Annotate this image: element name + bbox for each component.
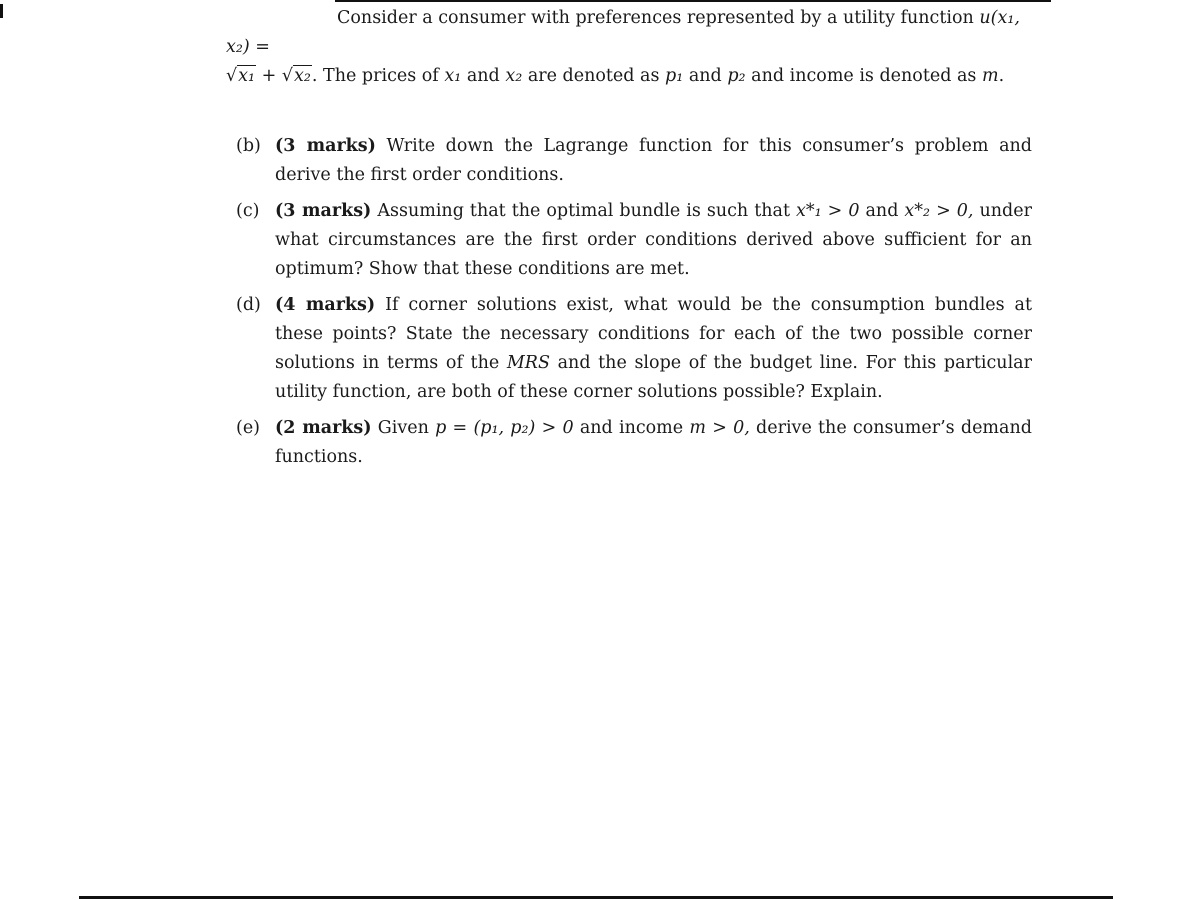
bottom-rule xyxy=(79,896,1113,899)
part-and: and xyxy=(865,201,899,221)
utility-lhs: u(x₁, x₂) = xyxy=(226,8,1020,57)
condition-x2: x*₂ > 0, xyxy=(904,201,974,221)
intro-text-c: are denoted as xyxy=(527,66,660,86)
top-rule xyxy=(335,0,1051,2)
intro-text-a: Consider a consumer with preferences represented by a utility function xyxy=(337,8,974,28)
price-vector: p = (p₁, p₂) > 0 xyxy=(435,418,574,438)
part-marks: (3 marks) xyxy=(275,136,376,156)
part-text-b: under what circumstances are the first order conditions derived above sufficient for an optimum? Show that these conditions are met. xyxy=(275,201,1032,279)
utility-term-2: x₂ xyxy=(294,66,311,86)
part-text-a: If corner solutions exist, what would be the consumption bundles at these points? State the necessary conditions for each of the two possible corner solutions in terms of the xyxy=(275,295,1032,373)
var-x2: x₂ xyxy=(505,66,523,86)
intro-and-2: and xyxy=(688,66,722,86)
mrs-term: MRS xyxy=(506,353,550,373)
question-part-b xyxy=(236,132,1032,190)
var-p2: p₂ xyxy=(727,66,746,86)
utility-term-1: x₁ xyxy=(238,66,256,86)
income-condition: m > 0, xyxy=(689,418,750,438)
intro-and-1: and xyxy=(466,66,500,86)
intro-text-b: . The prices of xyxy=(311,66,439,86)
var-x1: x₁ xyxy=(444,66,462,86)
var-p1: p₁ xyxy=(665,66,684,86)
part-marks: (4 marks) xyxy=(275,295,376,315)
intro-period: . xyxy=(998,66,1005,86)
part-text: Write down the Lagrange function for this consumer’s problem and derive the first order conditions. xyxy=(275,136,1032,185)
part-text-a: Given xyxy=(377,418,429,438)
left-edge-mark xyxy=(0,4,3,18)
part-label: (d) xyxy=(236,295,261,315)
part-label: (b) xyxy=(236,136,261,156)
part-label: (e) xyxy=(236,418,261,438)
part-marks: (2 marks) xyxy=(275,418,372,438)
question-part-c xyxy=(236,197,1032,284)
question-parts xyxy=(236,132,1032,479)
question-part-d xyxy=(236,291,1032,407)
part-label: (c) xyxy=(236,201,260,221)
intro-paragraph xyxy=(226,4,1032,91)
part-text-c: derive the consumer’s demand functions. xyxy=(275,418,1032,467)
sqrt-symbol: √ xyxy=(281,66,294,86)
sqrt-symbol: √ xyxy=(226,66,238,86)
intro-text-d: and income is denoted as xyxy=(751,66,977,86)
part-text-b: and income xyxy=(579,418,684,438)
part-text-b: and the slope of the budget line. For this particular utility function, are both of these corner solutions possible? Explain. xyxy=(275,353,1032,402)
part-marks: (3 marks) xyxy=(275,201,372,221)
var-m: m xyxy=(981,66,999,86)
part-text-a: Assuming that the optimal bundle is such that xyxy=(377,201,790,221)
question-part-e xyxy=(236,414,1032,472)
condition-x1: x*₁ > 0 xyxy=(796,201,860,221)
plus-sign: + xyxy=(261,66,277,86)
